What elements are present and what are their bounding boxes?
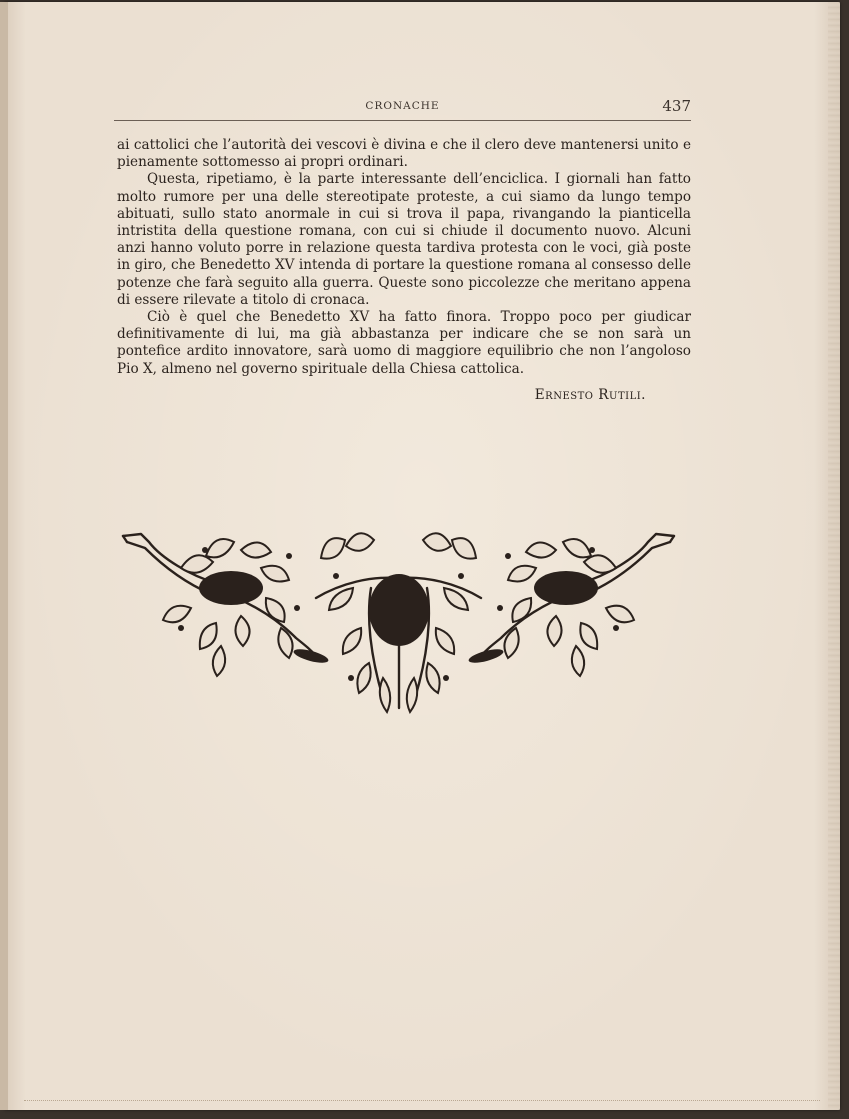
binding-edge	[0, 2, 8, 1110]
book-page	[4, 2, 840, 1110]
running-head	[114, 94, 691, 121]
laurel-cornucopia-tailpiece-icon	[121, 528, 676, 723]
paragraph: ai cattolici che l’autorità dei vescovi è divina e che il clero deve mantenersi unito e pienamente sottomesso ai propri ordinari.	[117, 137, 691, 171]
page-fore-edge	[828, 2, 840, 1110]
page-bottom-edge	[24, 1100, 820, 1102]
author-signature: Ernesto Rutili.	[534, 387, 646, 403]
page-number: 437	[662, 97, 691, 115]
body-text	[117, 137, 691, 378]
running-title: CRONACHE	[365, 100, 440, 112]
paragraph: Questa, ripetiamo, è la parte interessante dell’enciclica. I giornali han fatto molto rumore per una delle stereotipate proteste, a cui siamo da lungo tempo abituati, sullo stato anormale in cui si trova il papa, rivangando la pianticella intristita della questione romana, con cui si chiude il documento nuovo. Alcuni anzi hanno voluto porre in relazione questa tardiva protesta con le voci, già poste in giro, che Benedetto XV intenda di portare la questione romana al consesso delle potenze che farà seguito alla guerra. Queste sono piccolezze che meritano appena di essere rilevate a titolo di cronaca.	[117, 171, 691, 308]
paragraph: Ciò è quel che Benedetto XV ha fatto finora. Troppo poco per giudicar definitivamente di lui, ma già abbastanza per indicare che se non sarà un pontefice ardito innovatore, sarà uomo di maggiore equilibrio che non l’angoloso Pio X, almeno nel governo spirituale della Chiesa cattolica.	[117, 309, 691, 377]
